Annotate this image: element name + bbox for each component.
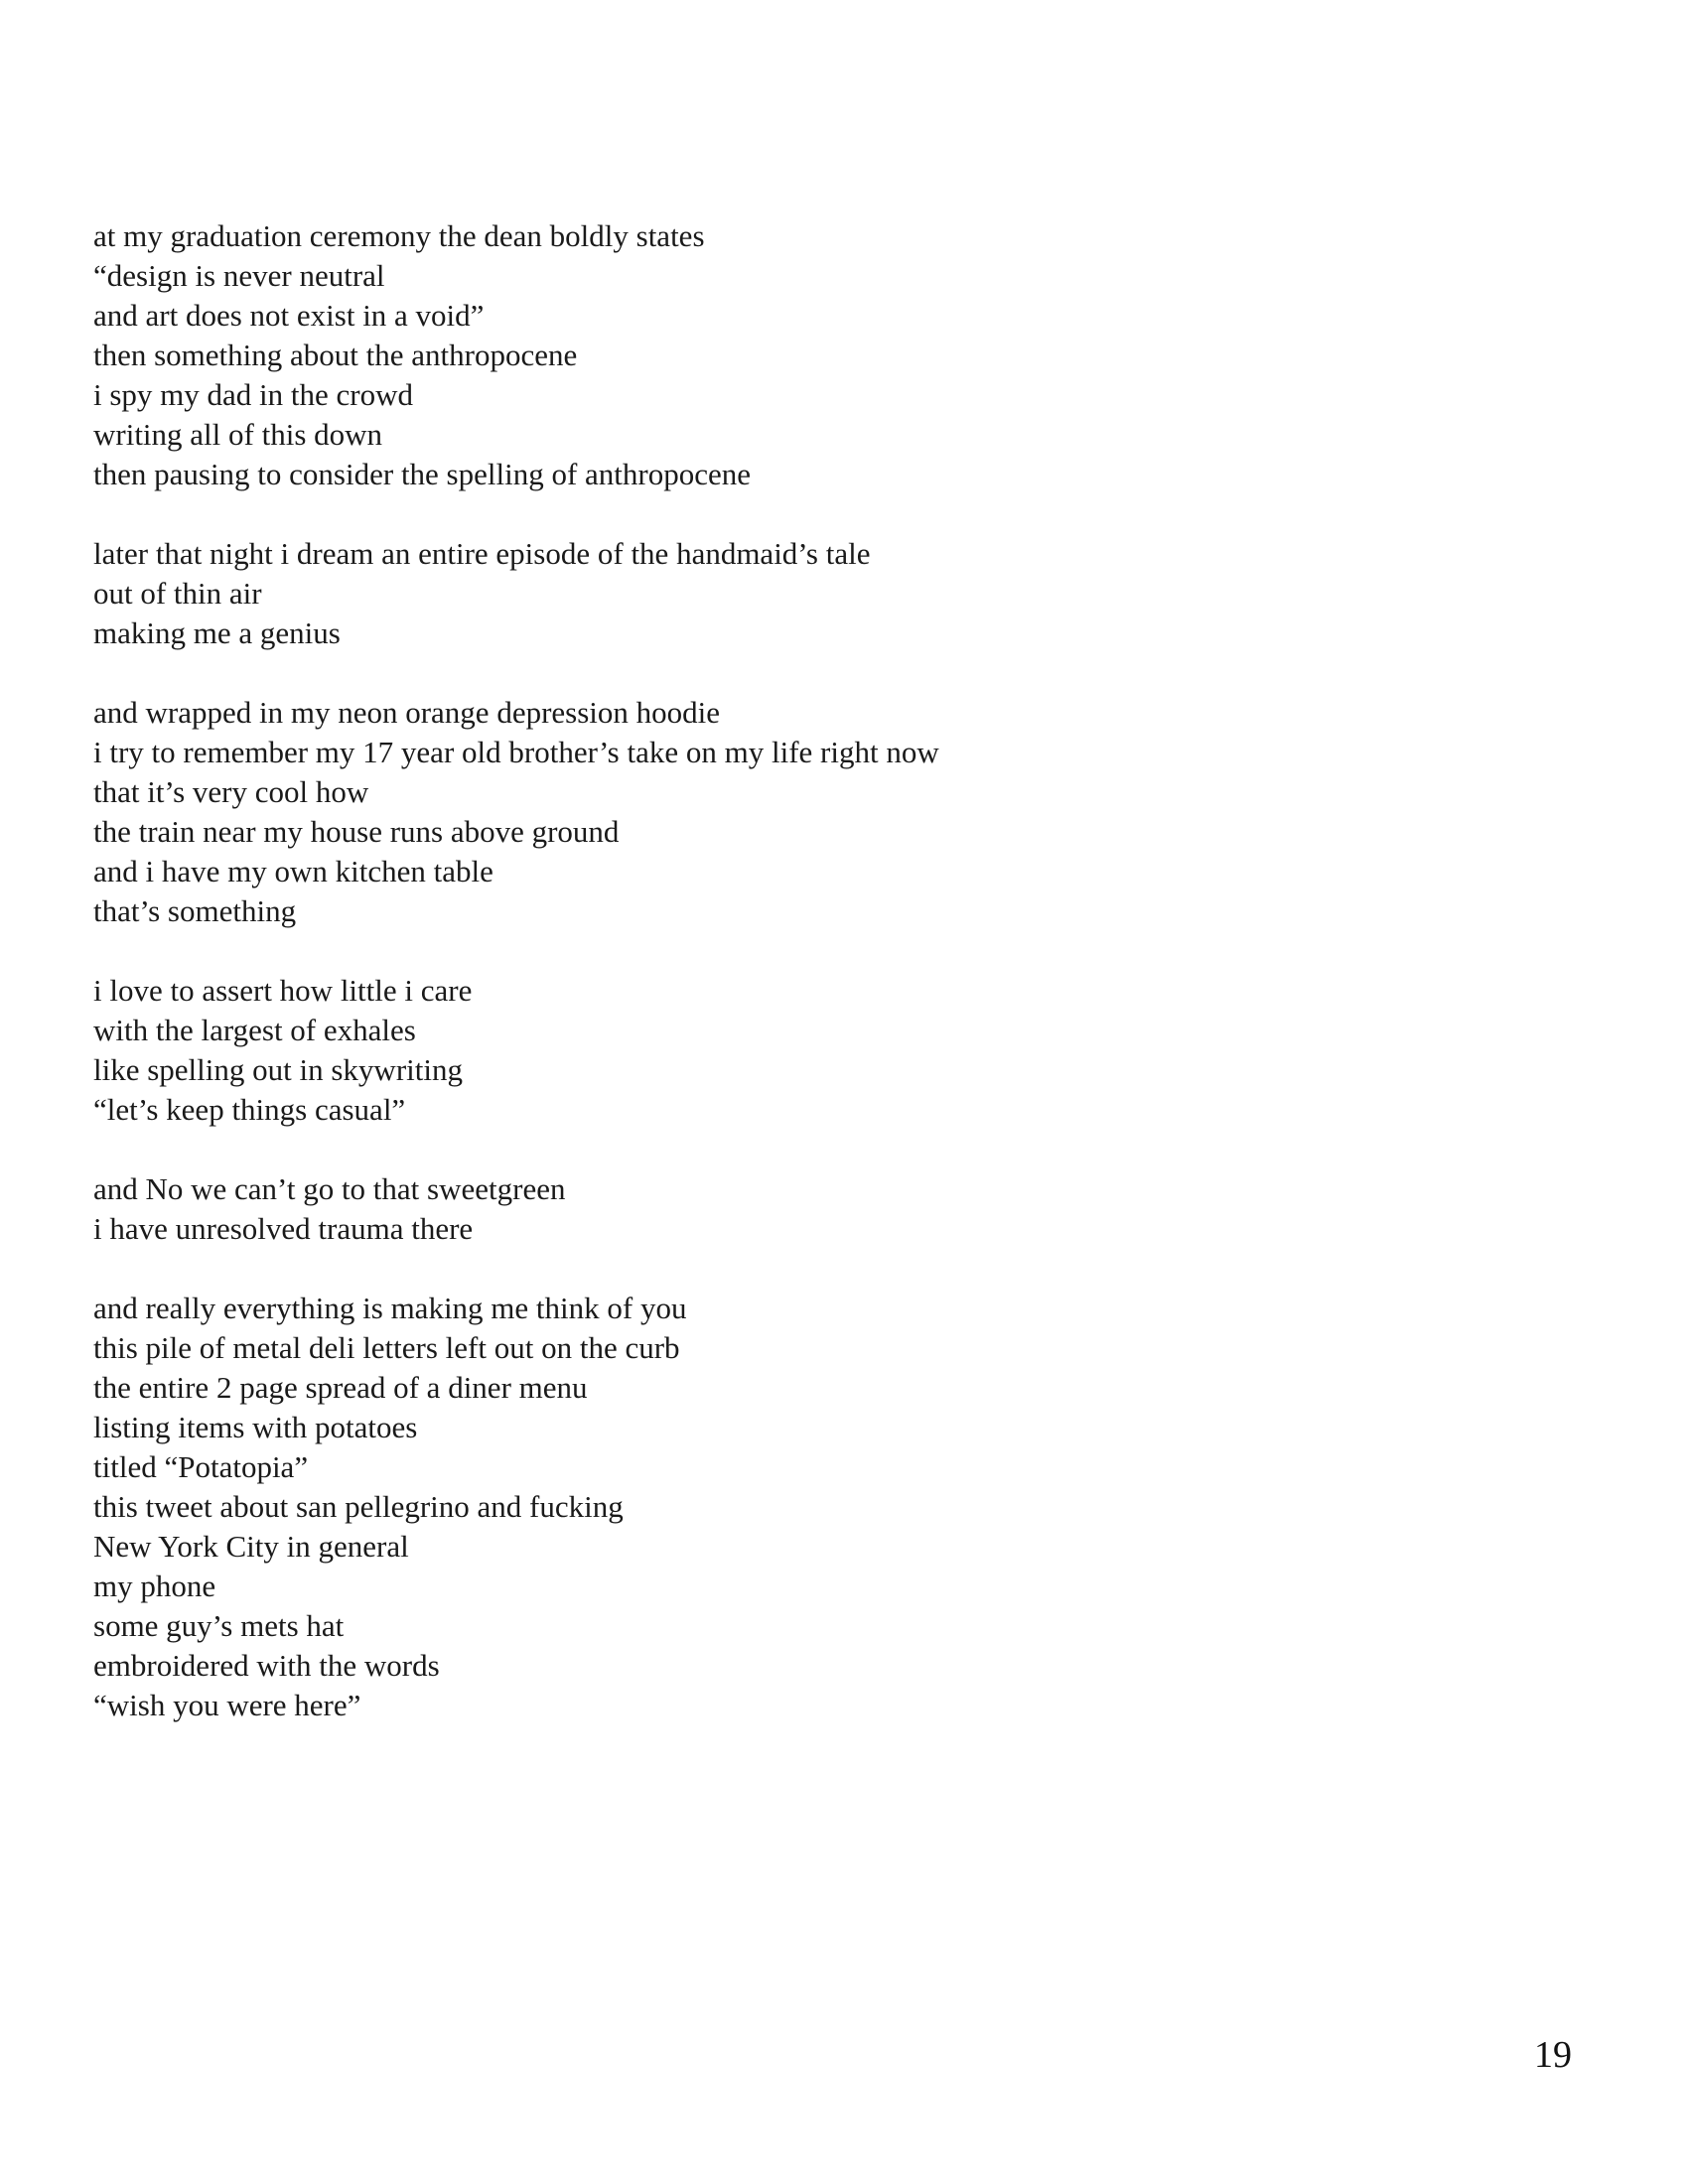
stanza-4 — [93, 971, 1483, 1130]
poem-line: i have unresolved trauma there — [93, 1211, 474, 1246]
poem-line: later that night i dream an entire episode of the handmaid’s tale — [93, 536, 871, 571]
poem-line: like spelling out in skywriting — [93, 1052, 463, 1087]
poem-line: “wish you were here” — [93, 1688, 361, 1722]
poem-line: then something about the anthropocene — [93, 338, 578, 372]
poem-line: listing items with potatoes — [93, 1410, 418, 1444]
poem-line: and art does not exist in a void” — [93, 298, 485, 333]
poem-line: embroidered with the words — [93, 1648, 440, 1683]
stanza-5 — [93, 1169, 1483, 1249]
poem-line: and wrapped in my neon orange depression hoodie — [93, 695, 721, 730]
page-number: 19 — [1534, 2034, 1572, 2076]
poem — [93, 216, 1483, 1765]
poem-line: titled “Potatopia” — [93, 1449, 309, 1484]
poem-line: and i have my own kitchen table — [93, 854, 493, 888]
poem-line: then pausing to consider the spelling of anthropocene — [93, 457, 752, 491]
stanza-2 — [93, 534, 1483, 653]
poem-line: i spy my dad in the crowd — [93, 377, 414, 412]
poem-line: “design is never neutral — [93, 258, 385, 293]
poem-line: New York City in general — [93, 1529, 409, 1564]
poem-line: my phone — [93, 1569, 216, 1603]
poem-line: making me a genius — [93, 615, 341, 650]
poem-line: i love to assert how little i care — [93, 973, 473, 1008]
poem-line: at my graduation ceremony the dean boldly states — [93, 218, 705, 253]
poem-line: the train near my house runs above ground — [93, 814, 620, 849]
poem-line: “let’s keep things casual” — [93, 1092, 406, 1127]
poem-line: this tweet about san pellegrino and fucking — [93, 1489, 624, 1524]
stanza-1 — [93, 216, 1483, 494]
poem-line: with the largest of exhales — [93, 1013, 416, 1047]
poem-line: this pile of metal deli letters left out on the curb — [93, 1330, 680, 1365]
poem-line: and No we can’t go to that sweetgreen — [93, 1171, 566, 1206]
poem-line: that’s something — [93, 893, 297, 928]
poem-line: out of thin air — [93, 576, 262, 611]
stanza-3 — [93, 693, 1483, 931]
poem-line: i try to remember my 17 year old brother’s take on my life right now — [93, 735, 939, 769]
poem-line: that it’s very cool how — [93, 774, 369, 809]
poem-line: and really everything is making me think of you — [93, 1291, 687, 1325]
poem-line: writing all of this down — [93, 417, 383, 452]
poem-line: some guy’s mets hat — [93, 1608, 345, 1643]
poem-line: the entire 2 page spread of a diner menu — [93, 1370, 588, 1405]
stanza-6 — [93, 1289, 1483, 1725]
